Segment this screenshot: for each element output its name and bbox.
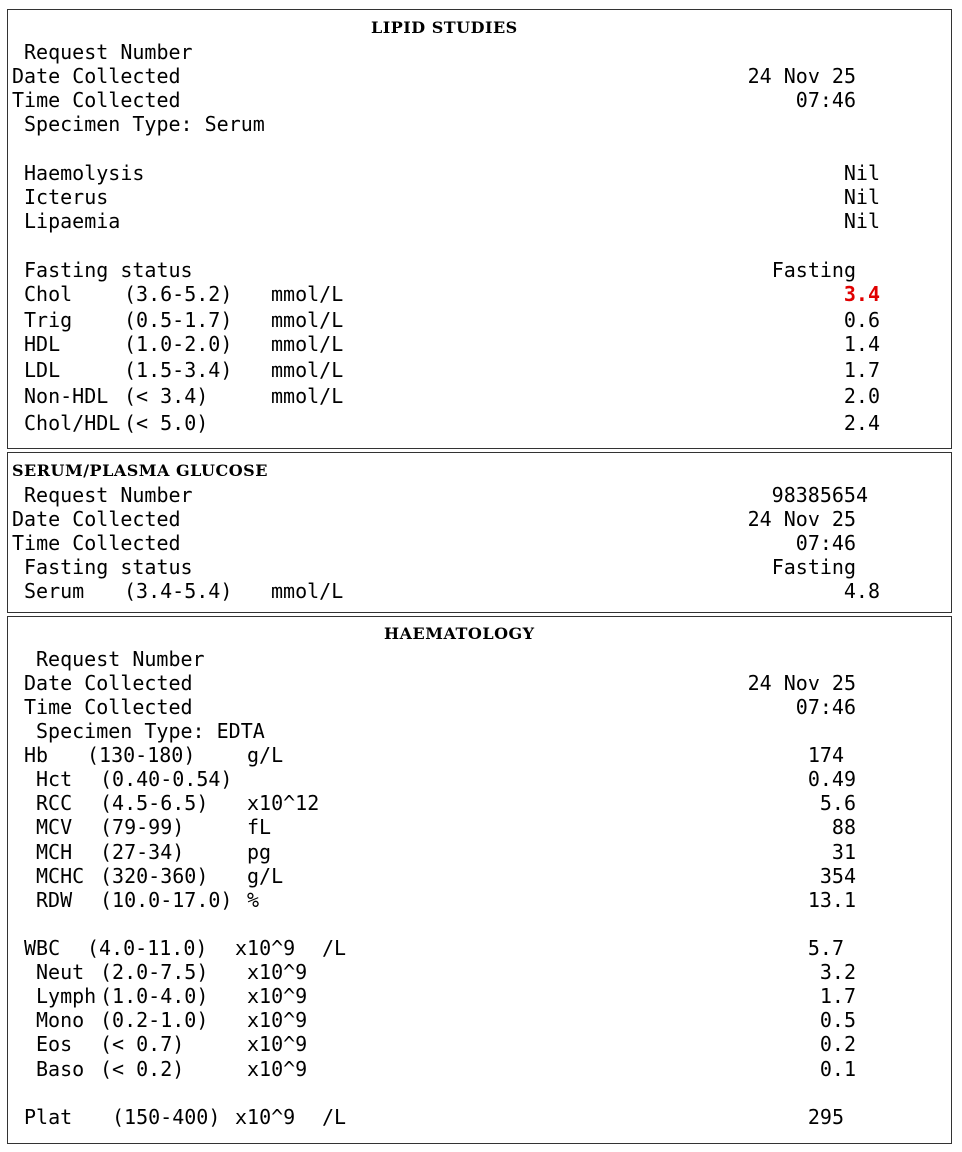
lipid-date-label: Date Collected [12,64,181,88]
test-unit: x10^9 [247,960,308,984]
lipid-time-label: Time Collected [12,88,181,112]
test-range: (150-400) [112,1105,221,1129]
test-unit: mmol/L [271,579,344,603]
test-name: Mono [36,1008,85,1032]
qc-label: Haemolysis [24,161,145,185]
test-range: (< 0.7) [100,1032,185,1056]
test-unit: mmol/L [271,384,344,408]
test-value: 1.4 [843,332,880,356]
glucose-fasting-value: Fasting [771,555,856,579]
glucose-fasting-label: Fasting status [24,555,193,579]
test-unit: g/L [247,864,284,888]
test-unit: x10^9 [247,984,308,1008]
test-value: 2.0 [843,384,880,408]
test-unit: x10^9 [247,1032,308,1056]
qc-value: Nil [843,185,880,209]
test-range: (27-34) [100,840,185,864]
test-value: 31 [831,840,856,864]
test-value: 1.7 [843,358,880,382]
test-unit-per-litre: /L [322,1105,347,1129]
test-value: 295 [807,1105,844,1129]
test-unit: fL [247,815,272,839]
glucose-time-label: Time Collected [12,531,181,555]
test-unit: x10^9 [235,1105,296,1129]
test-value: 0.1 [819,1057,856,1081]
test-name: MCV [36,815,73,839]
test-unit: g/L [247,743,284,767]
test-range: (< 0.2) [100,1057,185,1081]
haem-specimen-type: Specimen Type: EDTA [36,719,265,743]
test-unit: x10^9 [235,936,296,960]
lipid-specimen-type: Specimen Type: Serum [24,112,265,136]
lipid-time-value: 07:46 [795,88,856,112]
test-range: (1.0-4.0) [100,984,209,1008]
haem-date-label: Date Collected [24,671,193,695]
test-value: 2.4 [843,411,880,435]
test-unit: pg [247,840,272,864]
haem-request-label: Request Number [36,647,205,671]
test-range: (79-99) [100,815,185,839]
test-name: Non-HDL [24,384,109,408]
test-value: 3.2 [819,960,856,984]
test-value: 354 [819,864,856,888]
test-name: MCHC [36,864,85,888]
qc-label: Icterus [24,185,109,209]
test-name: WBC [24,936,61,960]
test-value: 4.8 [843,579,880,603]
test-name: Trig [24,308,73,332]
test-unit: % [247,888,260,912]
test-range: (0.40-0.54) [100,767,233,791]
test-value: 1.7 [819,984,856,1008]
glucose-date-value: 24 Nov 25 [747,507,856,531]
glucose-title: SERUM/PLASMA GLUCOSE [12,461,268,480]
test-name: Lymph [36,984,97,1008]
test-value-flagged: 3.4 [843,282,880,306]
glucose-request-label: Request Number [24,483,193,507]
test-range: (4.5-6.5) [100,791,209,815]
test-name: Baso [36,1057,85,1081]
test-name: LDL [24,358,61,382]
test-unit: x10^9 [247,1008,308,1032]
test-value: 0.5 [819,1008,856,1032]
test-range: (130-180) [87,743,196,767]
test-name: HDL [24,332,61,356]
test-name: Serum [24,579,85,603]
lipid-fasting-value: Fasting [771,258,856,282]
test-range: (10.0-17.0) [100,888,233,912]
test-range: (0.5-1.7) [124,308,233,332]
test-name: RCC [36,791,73,815]
test-range: (0.2-1.0) [100,1008,209,1032]
test-value: 88 [831,815,856,839]
test-value: 0.2 [819,1032,856,1056]
test-name: Chol/HDL [24,411,121,435]
test-value: 0.6 [843,308,880,332]
test-name: MCH [36,840,73,864]
haem-time-label: Time Collected [24,695,193,719]
test-value: 13.1 [807,888,856,912]
test-range: (1.5-3.4) [124,358,233,382]
test-range: (320-360) [100,864,209,888]
test-range: (2.0-7.5) [100,960,209,984]
test-unit: mmol/L [271,358,344,382]
test-name: Hb [24,743,49,767]
qc-value: Nil [843,161,880,185]
test-range: (3.6-5.2) [124,282,233,306]
haem-date-value: 24 Nov 25 [747,671,856,695]
lipid-request-label: Request Number [24,40,193,64]
test-name: RDW [36,888,73,912]
glucose-time-value: 07:46 [795,531,856,555]
test-name: Neut [36,960,85,984]
qc-label: Lipaemia [24,209,121,233]
test-unit-per-litre: /L [322,936,347,960]
glucose-date-label: Date Collected [12,507,181,531]
test-unit: mmol/L [271,282,344,306]
test-unit: x10^9 [247,1057,308,1081]
test-name: Eos [36,1032,73,1056]
test-unit: mmol/L [271,332,344,356]
test-unit: mmol/L [271,308,344,332]
test-range: (3.4-5.4) [124,579,233,603]
test-value: 5.6 [819,791,856,815]
test-name: Chol [24,282,73,306]
lipid-date-value: 24 Nov 25 [747,64,856,88]
test-value: 174 [807,743,844,767]
test-range: (1.0-2.0) [124,332,233,356]
test-range: (< 5.0) [124,411,209,435]
haem-time-value: 07:46 [795,695,856,719]
glucose-request-number: 98385654 [771,483,868,507]
test-unit: x10^12 [247,791,320,815]
test-value: 5.7 [807,936,844,960]
test-value: 0.49 [807,767,856,791]
test-range: (< 3.4) [124,384,209,408]
test-range: (4.0-11.0) [87,936,208,960]
lipid-fasting-label: Fasting status [24,258,193,282]
test-name: Hct [36,767,73,791]
test-name: Plat [24,1105,73,1129]
qc-value: Nil [843,209,880,233]
lipid-title: LIPID STUDIES [371,18,518,37]
haem-title: HAEMATOLOGY [384,624,535,643]
